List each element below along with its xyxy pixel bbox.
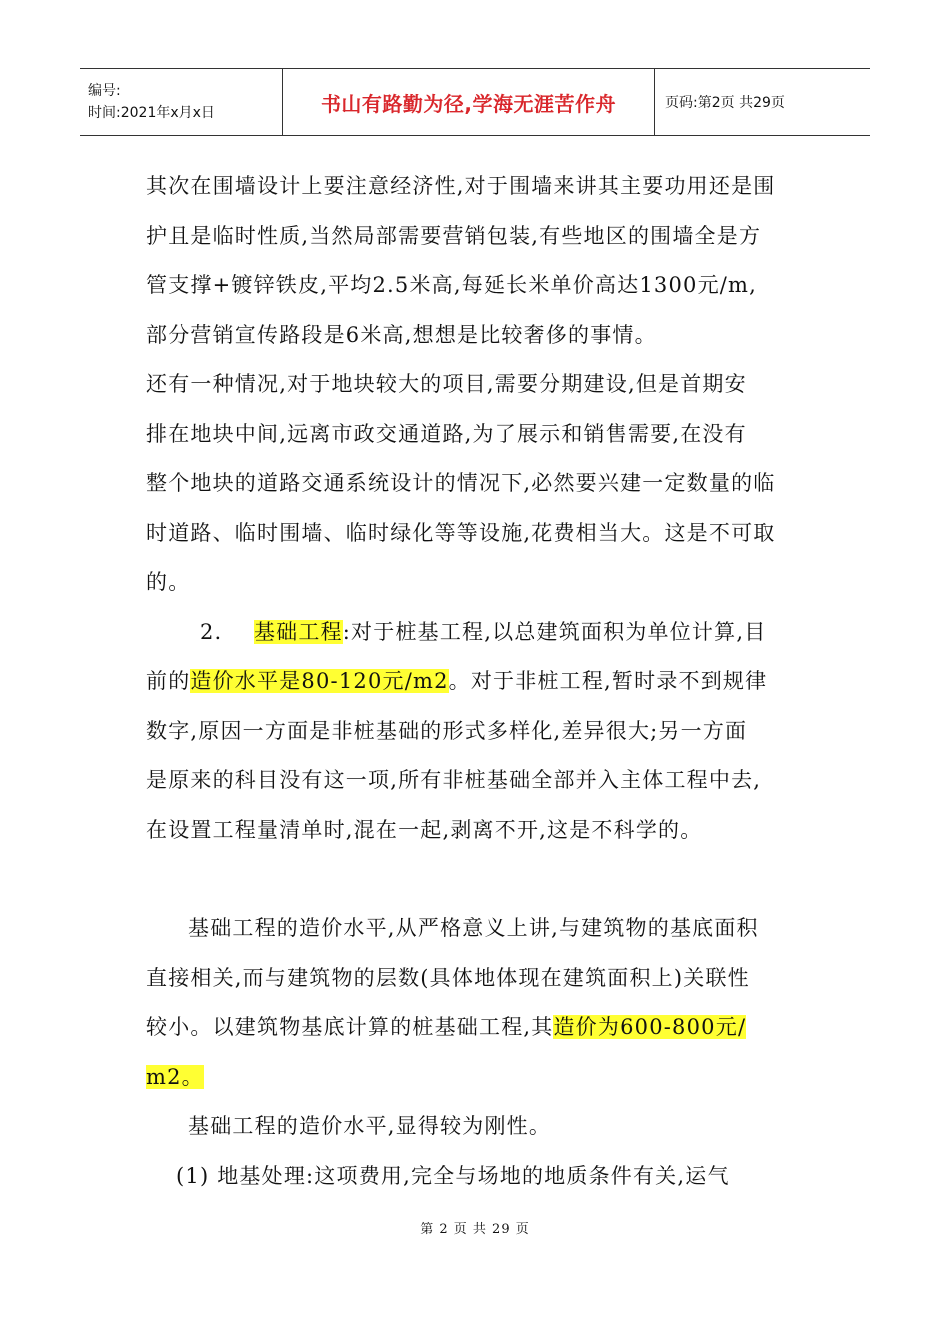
section-number: 2. — [200, 619, 223, 644]
text-line — [146, 1003, 818, 1053]
header-meta — [80, 69, 283, 135]
text-line: 还有一种情况,对于地块较大的项目,需要分期建设,但是首期安 — [146, 372, 747, 396]
text-line: 基础工程的造价水平,显得较为刚性。 — [188, 1114, 552, 1138]
header-motto-cell — [283, 69, 655, 135]
highlighted-heading: 基础工程 — [253, 619, 343, 644]
text-line: 护且是临时性质,当然局部需要营销包装,有些地区的围墙全是方 — [146, 223, 762, 248]
header-page-cell — [655, 69, 870, 135]
header-page-info: 页码:第2页 共29页 — [665, 95, 785, 111]
text-span: 。对于非桩工程,暂时录不到规律 — [448, 669, 768, 693]
text-line: 直接相关,而与建筑物的层数(具体地体现在建筑面积上)关联性 — [146, 965, 750, 990]
text-line: (1) 地基处理:这项费用,完全与场地的地质条件有关,运气 — [176, 1163, 730, 1188]
page-footer: 第 2 页 共 29 页 — [420, 1222, 530, 1237]
text-line: 基础工程的造价水平,从严格意义上讲,与建筑物的基底面积 — [188, 916, 759, 940]
text-line: 整个地块的道路交通系统设计的情况下,必然要兴建一定数量的临 — [146, 471, 776, 495]
doc-date-label: 时间:2021年x月x日 — [88, 105, 215, 121]
text-line: 的。 — [146, 570, 191, 594]
doc-number-label: 编号: — [88, 83, 121, 99]
header-motto: 书山有路勤为径,学海无涯苦作舟 — [320, 91, 617, 116]
section-heading-line — [146, 608, 818, 658]
text-span: :对于桩基工程,以总建筑面积为单位计算,目 — [342, 619, 767, 644]
highlighted-text: 造价为600-800元/ — [553, 1015, 747, 1039]
paragraph-spacer — [146, 855, 818, 904]
highlighted-text: 造价水平是80-120元/m2 — [190, 669, 449, 693]
document-body — [146, 162, 818, 1201]
text-line: 管支撑+镀锌铁皮,平均2.5米高,每延长米单价高达1300元/m, — [146, 273, 758, 297]
text-line: 数字,原因一方面是非桩基础的形式多样化,差异很大;另一方面 — [146, 718, 748, 743]
text-line: 其次在围墙设计上要注意经济性,对于围墙来讲其主要功用还是围 — [146, 174, 776, 198]
text-line: 排在地块中间,远离市政交通道路,为了展示和销售需要,在没有 — [146, 421, 747, 446]
text-span: 前的 — [146, 669, 191, 693]
text-line — [146, 1053, 818, 1103]
text-line: 是原来的科目没有这一项,所有非桩基础全部并入主体工程中去, — [146, 768, 762, 792]
header-table — [80, 68, 870, 136]
text-line: 部分营销宣传路段是6米高,想想是比较奢侈的事情。 — [146, 322, 657, 347]
highlighted-text: m2。 — [146, 1064, 204, 1089]
text-span: 较小。以建筑物基底计算的桩基础工程,其 — [146, 1015, 554, 1039]
text-line: 时道路、临时围墙、临时绿化等等设施,花费相当大。这是不可取 — [146, 520, 776, 545]
text-line: 在设置工程量清单时,混在一起,剥离不开,这是不科学的。 — [146, 817, 703, 842]
text-line — [146, 657, 818, 707]
